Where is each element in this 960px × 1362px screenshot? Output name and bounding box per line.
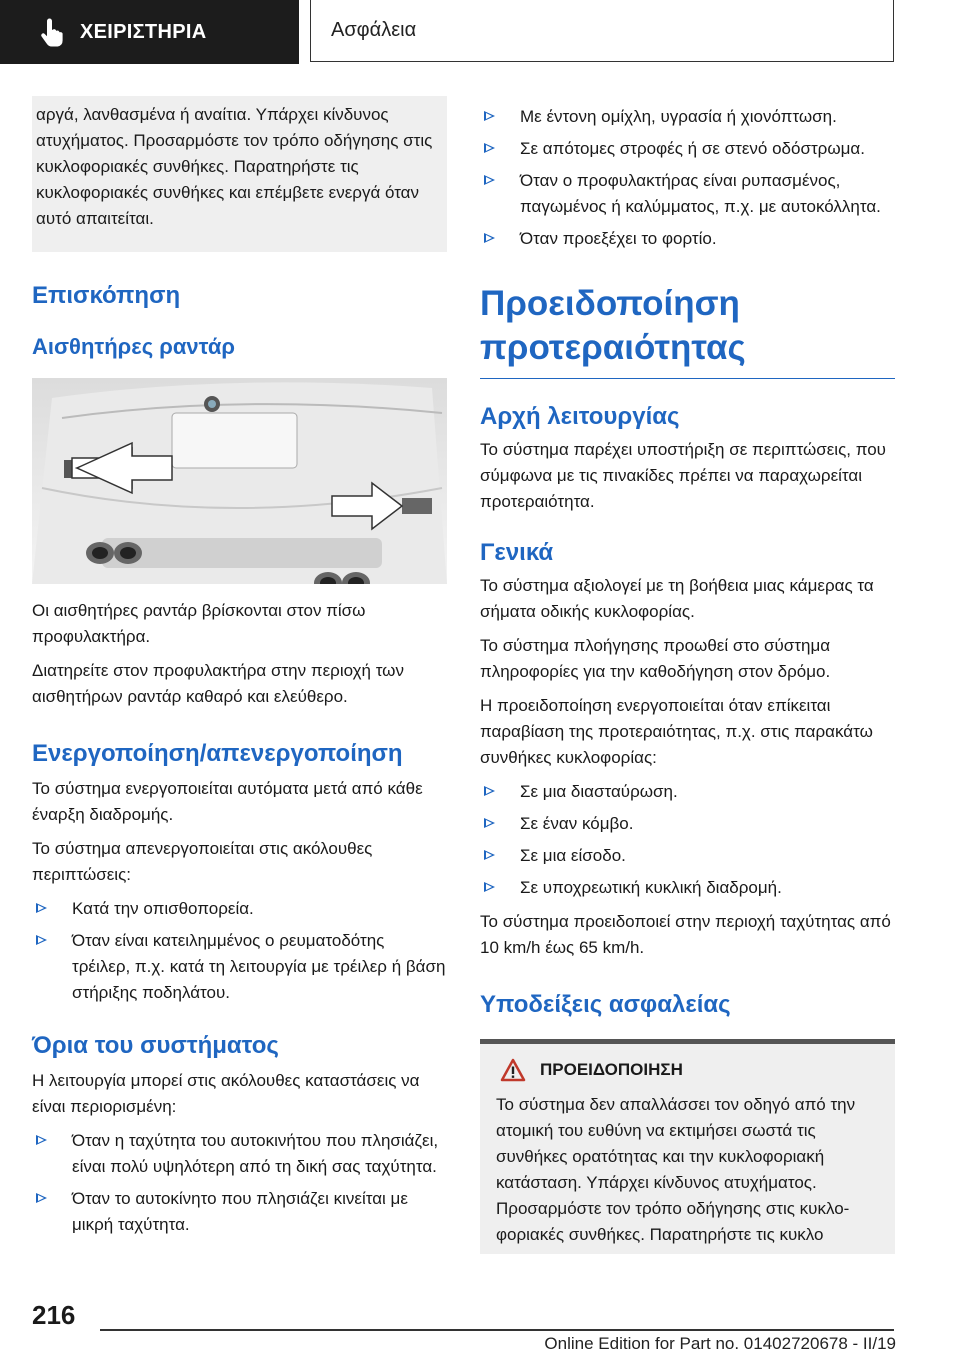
paragraph-principle: Το σύστημα παρέχει υποστήριξη σε περιπτώσεις, που σύμφωνα με τις πινακίδες πρέπει να παραχωρείται προτεραιότητα. <box>480 440 886 511</box>
bullet-triangle-icon <box>484 143 495 153</box>
bullet-triangle-icon <box>36 903 47 913</box>
paragraph-limits: Η λειτουργία μπορεί στις ακόλουθες καταστάσεις να είναι περιορισμένη: <box>32 1071 420 1116</box>
left-column <box>32 96 447 1238</box>
list-item: Όταν προεξέχει το φορτίο. <box>480 226 895 252</box>
list-item: Σε μια διασταύρωση. <box>480 779 895 805</box>
heading-priority-warning: Προειδοποίηση προτεραιότητας <box>480 282 895 379</box>
edition-footer: Online Edition for Part no. 01402720678 - II/19 <box>544 1334 896 1353</box>
traffic-situations-list <box>480 779 895 901</box>
warning-triangle-icon <box>500 1058 526 1082</box>
list-item: Κατά την οπισθοπορεία. <box>32 896 447 922</box>
list-item: Σε υποχρεωτική κυκλική διαδρομή. <box>480 875 895 901</box>
heading-overview: Επισκόπηση <box>32 282 181 309</box>
warning-box <box>480 1044 895 1254</box>
heading-system-limits: Όρια του συστήματος <box>32 1032 279 1059</box>
bullet-triangle-icon <box>484 786 495 796</box>
list-item: Σε απότομες στροφές ή σε στενό οδόστρωμα. <box>480 136 895 162</box>
page-number: 216 <box>32 1300 76 1330</box>
heading-safety-notes: Υποδείξεις ασφαλείας <box>480 991 731 1018</box>
warning-header <box>496 1058 883 1082</box>
paragraph-keep-clean: Διατηρείτε στον προφυλακτήρα στην περιοχή των αισθητήρων ραντάρ καθαρό και ελεύθερο. <box>32 661 404 706</box>
section-title: ΧΕΙΡΙΣΤΗΡΙΑ <box>80 20 207 43</box>
list-item: Όταν το αυτοκίνητο που πλησιάζει κινείται με μικρή ταχύτητα. <box>32 1186 447 1238</box>
warning-title: ΠΡΟΕΙΔΟΠΟΙΗΣΗ <box>540 1060 683 1079</box>
limits-list-continued <box>480 104 895 252</box>
list-item: Όταν ο προφυλακτήρας είναι ρυπασμένος, παγωμένος ή καλύμματος, π.χ. με αυτοκόλλητα. <box>480 168 895 220</box>
warning-continuation-box <box>32 96 447 252</box>
section-tab <box>0 0 299 64</box>
box-text: αργά, λανθασμένα ή αναίτια. Υπάρχει κίνδυνος ατυχήματος. Προσαρμόστε τον τρόπο οδήγησης στις κυκλοφοριακές συνθήκες. Παρατηρήστε τις κυκλοφοριακές συνθήκες και επέμβετε ενεργά όταν αυτό απαιτείται. <box>36 105 433 228</box>
list-item: Σε έναν κόμβο. <box>480 811 895 837</box>
bullet-triangle-icon <box>484 882 495 892</box>
chapter-title: Ασφάλεια <box>331 19 417 41</box>
list-item: Σε μια είσοδο. <box>480 843 895 869</box>
paragraph-navigation: Το σύστημα πλοήγησης προωθεί στο σύστημα πληροφορίες για την καθοδήγηση στον δρόμο. <box>480 636 831 681</box>
heading-radar-sensors: Αισθητήρες ραντάρ <box>32 334 235 359</box>
paragraph-activation-auto: Το σύστημα ενεργοποιείται αυτόματα μετά από κάθε έναρξη διαδρομής. <box>32 779 423 824</box>
bullet-triangle-icon <box>484 850 495 860</box>
bullet-triangle-icon <box>36 1135 47 1145</box>
footer-divider <box>100 1329 894 1331</box>
paragraph-sensors-location: Οι αισθητήρες ραντάρ βρίσκονται στον πίσω προφυλακτήρα. <box>32 601 366 646</box>
touch-hand-icon <box>36 16 68 48</box>
heading-operating-principle: Αρχή λειτουργίας <box>480 403 680 430</box>
warning-text: Το σύστημα δεν απαλλάσσει τον οδηγό από την ατομική του ευθύνη να εκτιμήσει σωστά τις συνθήκες ορατότητας και την κυκλοφοριακή κατάσταση. Υπάρχει κίνδυνος ατυχήματος. Προσαρμόστε τον τρόπο οδήγησης στις κυκλοφοριακές συνθήκες. Παρατηρήστε τις κυκλο <box>496 1095 856 1244</box>
list-item: Με έντονη ομίχλη, υγρασία ή χιονόπτωση. <box>480 104 895 130</box>
paragraph-deactivation: Το σύστημα απενεργοποιείται στις ακόλουθες περιπτώσεις: <box>32 839 373 884</box>
list-item: Όταν είναι κατειλημμένος ο ρευματοδότης τρέιλερ, π.χ. κατά τη λειτουργία με τρέιλερ ή βάση στήριξης ποδηλάτου. <box>32 928 447 1006</box>
heading-general: Γενικά <box>480 539 554 566</box>
paragraph-camera: Το σύστημα αξιολογεί με τη βοήθεια μιας κάμερας τα σήματα οδικής κυκλοφορίας. <box>480 576 874 621</box>
radar-sensor-illustration <box>32 378 447 584</box>
bullet-triangle-icon <box>484 111 495 121</box>
right-column <box>480 96 895 1254</box>
deactivation-list <box>32 896 447 1006</box>
limits-list <box>32 1128 447 1238</box>
paragraph-warning-trigger: Η προειδοποίηση ενεργοποιείται όταν επίκειται παραβίαση της προτεραιότητας, π.χ. στις παρακάτω συνθήκες κυκλοφορίας: <box>480 696 873 767</box>
paragraph-speed-range: Το σύστημα προειδοποιεί στην περιοχή ταχύτητας από 10 km/h έως 65 km/h. <box>480 912 891 957</box>
list-item: Όταν η ταχύτητα του αυτοκινήτου που πλησιάζει, είναι πολύ υψηλότερη από τη δική σας ταχύτητα. <box>32 1128 447 1180</box>
chapter-header <box>310 0 894 62</box>
heading-activation: Ενεργοποίηση/απενεργοποίηση <box>32 740 403 767</box>
bullet-triangle-icon <box>484 175 495 185</box>
bullet-triangle-icon <box>484 818 495 828</box>
bullet-triangle-icon <box>36 935 47 945</box>
bullet-triangle-icon <box>484 233 495 243</box>
bullet-triangle-icon <box>36 1193 47 1203</box>
